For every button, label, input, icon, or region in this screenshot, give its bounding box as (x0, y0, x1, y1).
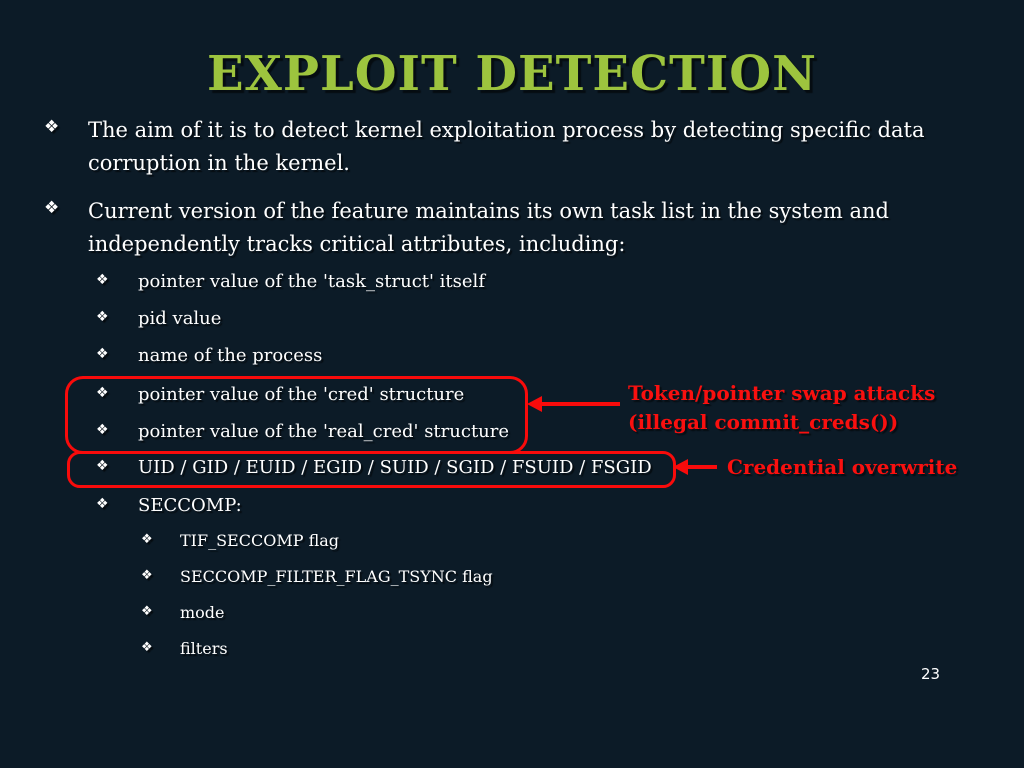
slide-title: EXPLOIT DETECTION (207, 46, 817, 102)
diamond-bullet-icon: ❖ (96, 272, 109, 288)
diamond-bullet-icon: ❖ (44, 117, 60, 137)
annotation-token-swap (628, 379, 935, 437)
diamond-bullet-icon: ❖ (96, 385, 109, 401)
bullet-text: UID / GID / EUID / EGID / SUID / SGID / FSUID / FSGID (138, 457, 652, 478)
bullet-item (0, 307, 1024, 343)
bullet-text: SECCOMP_FILTER_FLAG_TSYNC flag (180, 567, 493, 586)
bullet-item (0, 602, 1024, 638)
diamond-bullet-icon: ❖ (141, 568, 153, 583)
bullet-item (0, 195, 1024, 261)
arrow-line (540, 402, 620, 406)
bullet-text: pointer value of the 'real_cred' structure (138, 421, 510, 442)
bullet-item (0, 270, 1024, 306)
annotation-text-line: (illegal commit_creds()) (628, 410, 899, 434)
bullet-text: pid value (138, 308, 222, 329)
bullet-text: TIF_SECCOMP flag (180, 531, 340, 550)
diamond-bullet-icon: ❖ (96, 496, 109, 512)
diamond-bullet-icon: ❖ (96, 346, 109, 362)
bullet-item (0, 638, 1024, 674)
bullet-text: pointer value of the 'task_struct' itself (138, 271, 485, 292)
bullet-text-line: Current version of the feature maintains its own task list in the system and (88, 199, 889, 223)
annotation-text-line: Token/pointer swap attacks (628, 381, 936, 405)
bullet-text: SECCOMP: (138, 495, 242, 516)
bullet-text: mode (180, 603, 225, 622)
bullet-item (0, 494, 1024, 530)
diamond-bullet-icon: ❖ (44, 198, 60, 218)
page-number: 23 (921, 665, 941, 683)
bullet-text-line: independently tracks critical attributes, including: (88, 231, 626, 256)
bullet-item (0, 530, 1024, 566)
diamond-bullet-icon: ❖ (96, 422, 109, 438)
diamond-bullet-icon: ❖ (141, 604, 153, 619)
bullet-text: name of the process (138, 345, 323, 366)
diamond-bullet-icon: ❖ (141, 640, 153, 655)
diamond-bullet-icon: ❖ (96, 309, 109, 325)
highlight-box-cred-pointers (65, 376, 528, 454)
diamond-bullet-icon: ❖ (141, 532, 153, 547)
bullet-item (0, 566, 1024, 602)
bullet-text-line: The aim of it is to detect kernel exploitation process by detecting specific data (88, 118, 925, 142)
bullet-text: pointer value of the 'cred' structure (138, 384, 465, 405)
arrow-line (686, 465, 717, 469)
bullet-text: filters (180, 639, 228, 658)
annotation-credential-overwrite: Credential overwrite (727, 455, 958, 479)
diamond-bullet-icon: ❖ (96, 458, 109, 474)
highlight-box-credential-ids (67, 451, 676, 488)
bullet-item (0, 114, 1024, 180)
bullet-item (0, 344, 1024, 380)
bullet-text-line: corruption in the kernel. (88, 150, 350, 175)
